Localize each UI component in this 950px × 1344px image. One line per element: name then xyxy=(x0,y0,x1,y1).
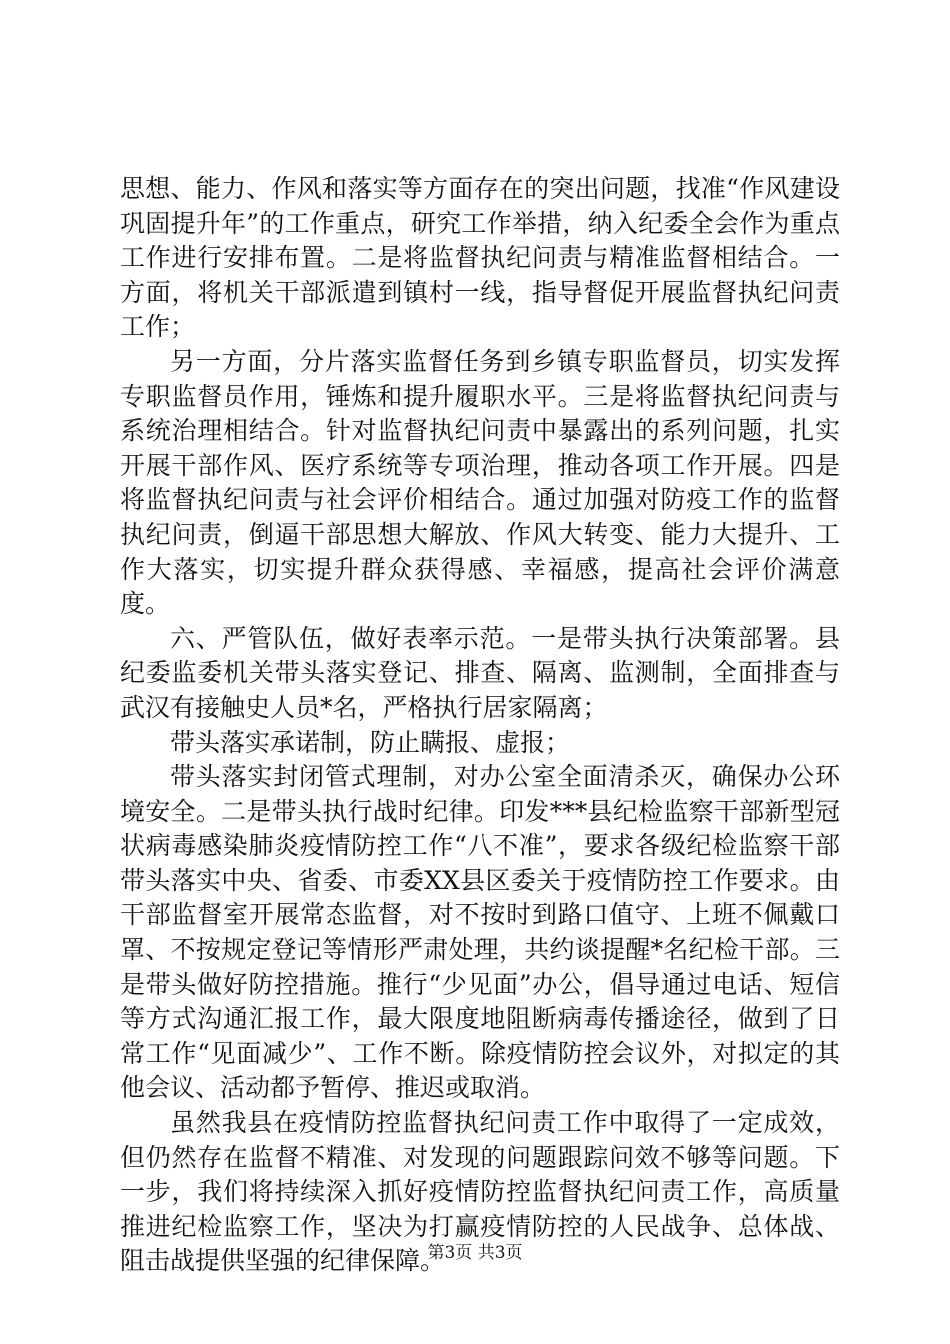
paragraph-6: 虽然我县在疫情防控监督执纪问责工作中取得了一定成效，但仍然存在监督不精准、对发现的问题跟踪问效不够等问题。下一步，我们将持续深入抓好疫情防控监督执纪问责工作，高质量推进纪检监察工作，坚决为打赢疫情防控的人民战争、总体战、阻击战提供坚强的纪律保障。 xyxy=(120,1108,840,1276)
paragraph-2: 另一方面，分片落实监督任务到乡镇专职监督员，切实发挥专职监督员作用，锤炼和提升履职水平。三是将监督执纪问责与系统治理相结合。针对监督执纪问责中暴露出的系列问题，扎实开展干部作风、医疗系统等专项治理，推动各项工作开展。四是将监督执纪问责与社会评价相结合。通过加强对防疫工作的监督执纪问责，倒逼干部思想大解放、作风大转变、能力大提升、工作大落实，切实提升群众获得感、幸福感，提高社会评价满意度。 xyxy=(120,346,840,619)
page-footer: 第3页 共3页 xyxy=(427,1243,523,1263)
paragraph-4: 带头落实承诺制，防止瞒报、虚报； xyxy=(170,727,571,757)
document-body xyxy=(120,172,840,1279)
paragraph-5: 带头落实封闭管式理制，对办公室全面清杀灭，确保办公环境安全。二是带头执行战时纪律。印发***县纪检监察干部新型冠状病毒感染肺炎疫情防控工作“八不准”，要求各级纪检监察干部带头落实中央、省委、市委XX县区委关于疫情防控工作要求。由干部监督室开展常态监督，对不按时到路口值守、上班不佩戴口罩、不按规定登记等情形严肃处理，共约谈提醒*名纪检干部。三是带头做好防控措施。推行“少见面”办公，倡导通过电话、短信等方式沟通汇报工作，最大限度地阻断病毒传播途径，做到了日常工作“见面减少”、工作不断。除疫情防控会议外，对拟定的其他会议、活动都予暂停、推迟或取消。 xyxy=(120,762,840,1103)
paragraph-3: 六、严管队伍，做好表率示范。一是带头执行决策部署。县纪委监委机关带头落实登记、排查、隔离、监测制，全面排查与武汉有接触史人员*名，严格执行居家隔离； xyxy=(120,623,840,722)
paragraph-1: 思想、能力、作风和落实等方面存在的突出问题，找准“作风建设巩固提升年”的工作重点，研究工作举措，纳入纪委全会作为重点工作进行安排布置。二是将监督执纪问责与精准监督相结合。一方面，将机关干部派遣到镇村一线，指导督促开展监督执纪问责工作； xyxy=(120,174,840,342)
